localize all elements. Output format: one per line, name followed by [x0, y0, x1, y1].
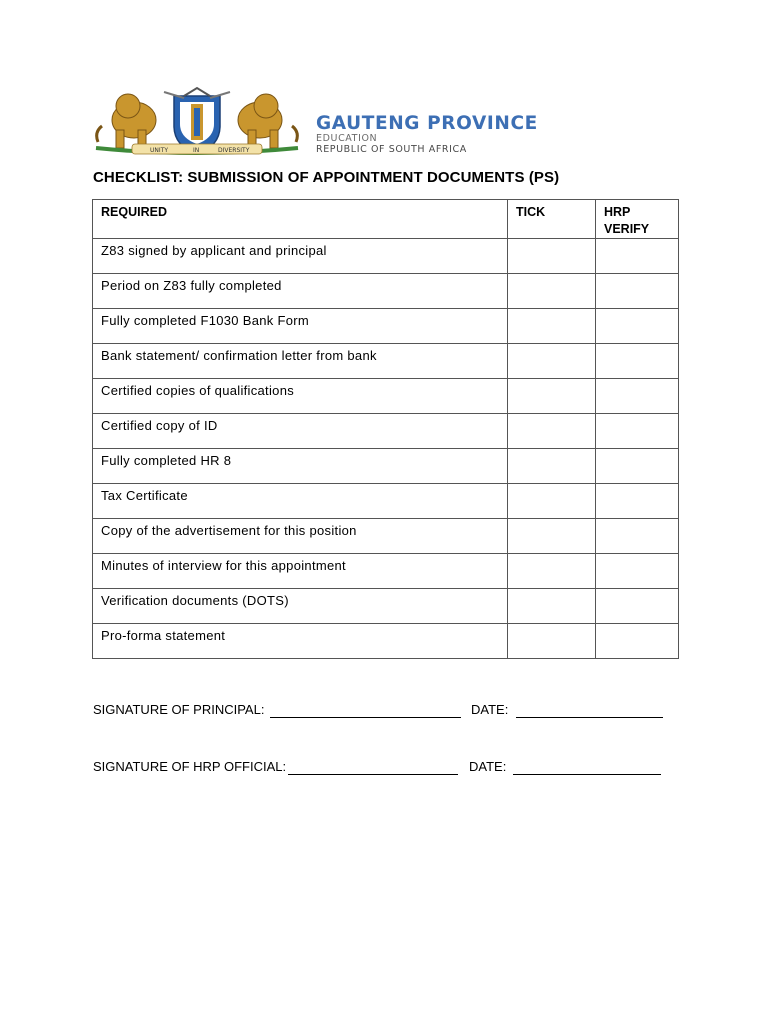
required-item: Minutes of interview for this appointment	[93, 554, 508, 589]
required-item: Bank statement/ confirmation letter from bank	[93, 344, 508, 379]
principal-signature-field[interactable]	[270, 717, 461, 718]
principal-date-field[interactable]	[516, 717, 663, 718]
required-item: Fully completed F1030 Bank Form	[93, 309, 508, 344]
required-item: Certified copies of qualifications	[93, 379, 508, 414]
motto-left: UNITY	[150, 147, 168, 154]
brand-text	[316, 114, 538, 155]
header-hrp-verify: HRP VERIFY	[596, 200, 679, 239]
header-tick: TICK	[508, 200, 596, 239]
principal-signature-row	[93, 702, 673, 722]
table-row	[93, 449, 679, 484]
hrp-verify-cell[interactable]	[596, 554, 679, 589]
hrp-verify-cell[interactable]	[596, 449, 679, 484]
hrp-verify-cell[interactable]	[596, 309, 679, 344]
hrp-verify-cell[interactable]	[596, 484, 679, 519]
required-item: Verification documents (DOTS)	[93, 589, 508, 624]
brand-department: EDUCATION	[316, 133, 378, 144]
hrp-verify-cell[interactable]	[596, 519, 679, 554]
tick-cell[interactable]	[508, 414, 596, 449]
tick-cell[interactable]	[508, 484, 596, 519]
hrp-signature-label: SIGNATURE OF HRP OFFICIAL:	[93, 759, 287, 774]
tick-cell[interactable]	[508, 624, 596, 659]
required-item: Certified copy of ID	[93, 414, 508, 449]
table-row	[93, 589, 679, 624]
table-row	[93, 274, 679, 309]
hrp-date-label: DATE:	[469, 759, 507, 774]
tick-cell[interactable]	[508, 239, 596, 274]
hrp-verify-cell[interactable]	[596, 414, 679, 449]
table-row	[93, 344, 679, 379]
table-row	[93, 414, 679, 449]
checklist-table	[92, 199, 679, 659]
tick-cell[interactable]	[508, 344, 596, 379]
hrp-verify-cell[interactable]	[596, 344, 679, 379]
header-required: REQUIRED	[93, 200, 508, 239]
brand-country: REPUBLIC OF SOUTH AFRICA	[316, 144, 467, 155]
principal-date-label: DATE:	[471, 702, 509, 717]
table-header-row	[93, 200, 679, 239]
motto-mid: IN	[193, 147, 200, 154]
required-item: Period on Z83 fully completed	[93, 274, 508, 309]
required-item: Fully completed HR 8	[93, 449, 508, 484]
hrp-verify-cell[interactable]	[596, 239, 679, 274]
coat-of-arms-icon	[92, 86, 302, 158]
required-item: Z83 signed by applicant and principal	[93, 239, 508, 274]
tick-cell[interactable]	[508, 274, 596, 309]
required-item: Copy of the advertisement for this position	[93, 519, 508, 554]
tick-cell[interactable]	[508, 379, 596, 414]
hrp-verify-cell[interactable]	[596, 589, 679, 624]
hrp-signature-row	[93, 759, 673, 779]
document-title: CHECKLIST: SUBMISSION OF APPOINTMENT DOCUMENTS (PS)	[93, 169, 560, 186]
brand-name: GAUTENG PROVINCE	[316, 113, 538, 134]
hrp-signature-field[interactable]	[288, 774, 458, 775]
principal-signature-label: SIGNATURE OF PRINCIPAL:	[93, 702, 265, 717]
table-row	[93, 624, 679, 659]
hrp-verify-cell[interactable]	[596, 379, 679, 414]
hrp-verify-cell[interactable]	[596, 624, 679, 659]
tick-cell[interactable]	[508, 449, 596, 484]
required-item: Tax Certificate	[93, 484, 508, 519]
table-row	[93, 554, 679, 589]
required-item: Pro-forma statement	[93, 624, 508, 659]
table-row	[93, 519, 679, 554]
table-row	[93, 379, 679, 414]
tick-cell[interactable]	[508, 309, 596, 344]
tick-cell[interactable]	[508, 519, 596, 554]
table-row	[93, 239, 679, 274]
table-row	[93, 309, 679, 344]
tick-cell[interactable]	[508, 589, 596, 624]
hrp-date-field[interactable]	[513, 774, 661, 775]
tick-cell[interactable]	[508, 554, 596, 589]
hrp-verify-cell[interactable]	[596, 274, 679, 309]
motto-right: DIVERSITY	[218, 147, 250, 154]
table-row	[93, 484, 679, 519]
header-logo-block	[92, 86, 632, 160]
